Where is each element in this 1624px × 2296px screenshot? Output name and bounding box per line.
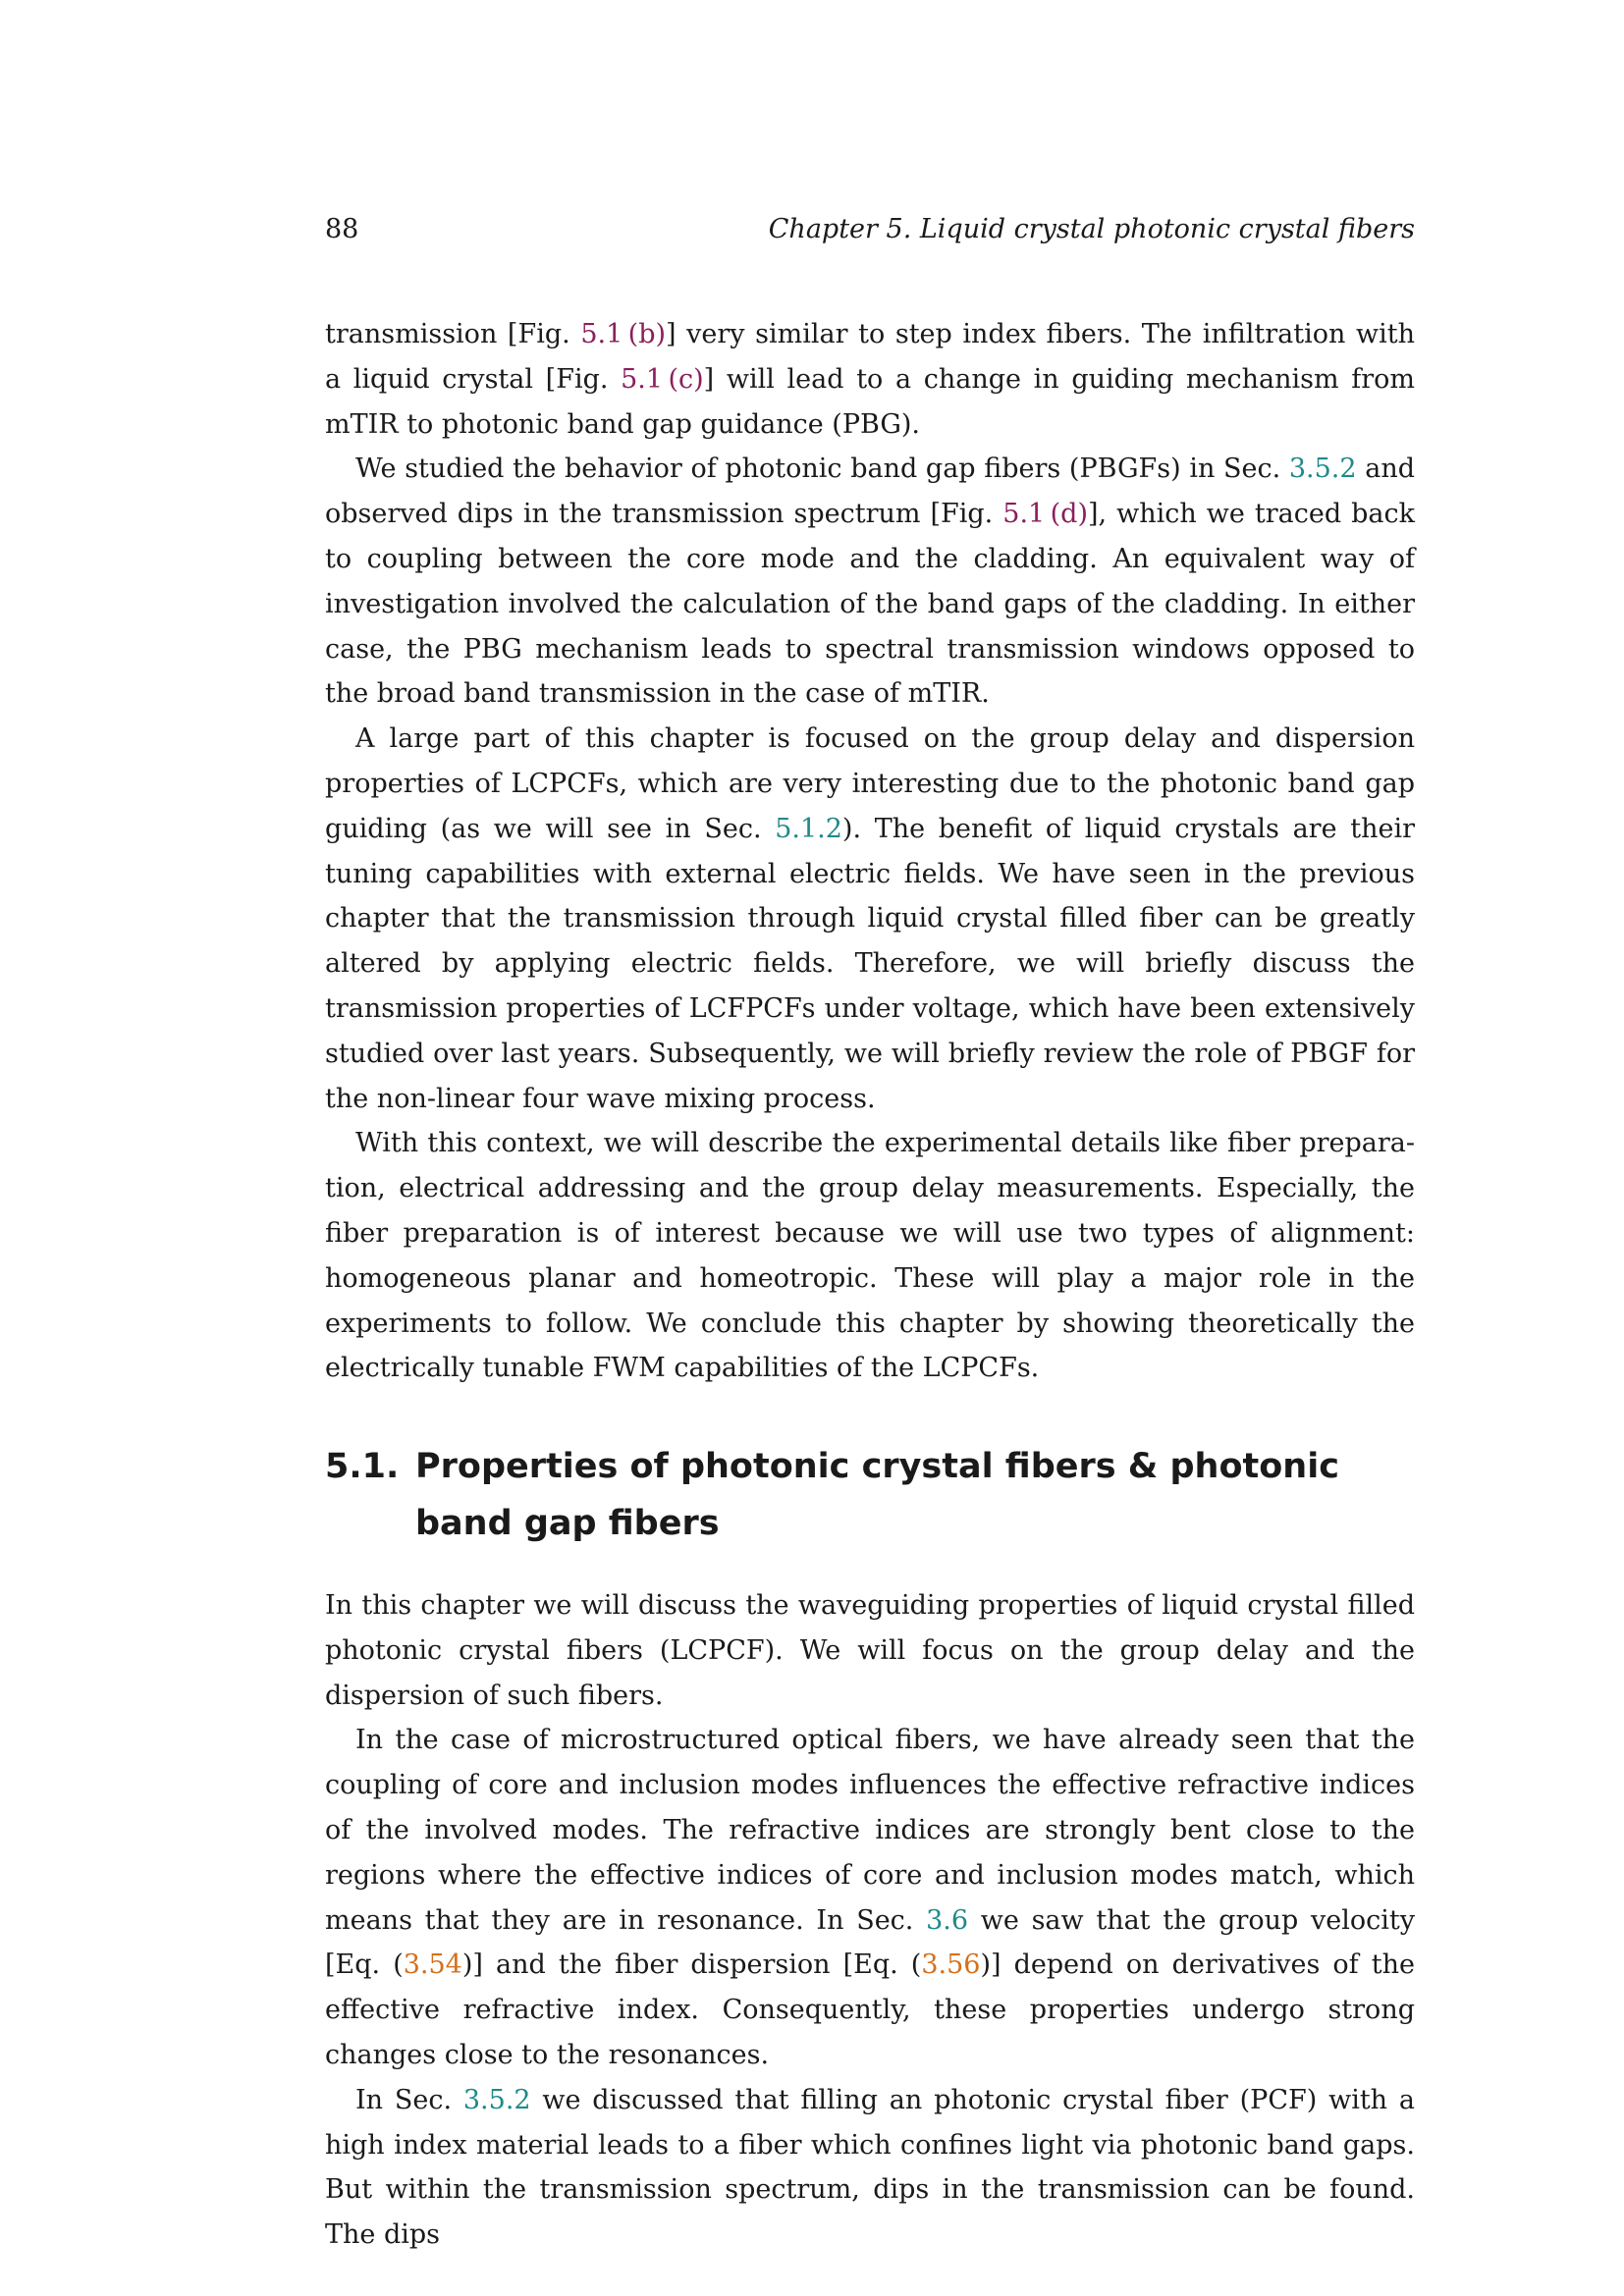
paragraph: In this chapter we will discuss the waveguiding properties of liquid crystal filled photonic crystal fibers (LCPCF). We will focus on the group delay and the dispersion of such fibers. xyxy=(325,1590,1415,1711)
paragraph xyxy=(325,312,1415,447)
section-ref-link[interactable]: 5.1.2 xyxy=(775,813,842,844)
figure-ref-link[interactable]: 5.1 (d) xyxy=(1002,499,1088,530)
section-heading xyxy=(325,1438,1415,1552)
running-header xyxy=(325,214,1415,253)
paragraph-text: )] depend on derivatives of the effective refractive index. Consequently, these properties undergo strong changes close to the resonances. xyxy=(325,1949,1415,2070)
paragraph-text: ] very similar to step index fibers. The infiltration with a liquid crystal [Fig. xyxy=(325,319,1416,395)
paragraph xyxy=(325,447,1415,717)
section-number: 5.1. xyxy=(325,1447,400,1486)
section-title: Properties of photonic crystal fibers & photonic band gap fibers xyxy=(415,1447,1339,1543)
paragraph-text: In the case of microstructured optical fibers, we have already seen that the coupling of core and inclusion modes influences the effective refractive indices of the involved modes. The refractive indices are strongly bent close to the regions where the effective indices of core and inclusion modes match, which means that they are in resonance. In Sec. xyxy=(325,1725,1415,1936)
paragraph xyxy=(325,1718,1415,2077)
paragraph-text: ). The benefit of liquid crystals are their tuning capabilities with external electric fields. We have seen in the previous chapter that the transmission through liquid crystal filled fiber can be greatly altered by applying electric fields. Therefore, we will briefly discuss the transmission properties of LCFPCFs under voltage, which have been extensively studied over last years. Subsequently, we will briefly review the role of PBGF for the non-linear four wave mixing process. xyxy=(325,813,1415,1114)
intro-text xyxy=(325,312,1415,1391)
section-ref-link[interactable]: 3.5.2 xyxy=(462,2084,531,2115)
equation-ref-link[interactable]: 3.56 xyxy=(921,1949,981,1981)
paragraph-text: transmission [Fig. xyxy=(325,319,581,349)
paragraph-text: ] will lead to a change in guiding mechanism from mTIR to photonic band gap guidance (PBG). xyxy=(325,363,1416,440)
paragraph-text: )] and the fiber dispersion [Eq. ( xyxy=(461,1949,922,1981)
paragraph: With this context, we will describe the experimental details like fiber preparation, electrical addressing and the group delay measurements. Especially, the fiber preparation is of interest because we will use two types of alignment: homogeneous planar and homeotropic. These will play a major role in the experiments to follow. We conclude this chapter by showing theoretically the electrically tunable FWM capabilities of the LCPCFs. xyxy=(325,1128,1415,1384)
figure-ref-link[interactable]: 5.1 (c) xyxy=(621,363,704,395)
paragraph xyxy=(325,2078,1415,2258)
section-body-text xyxy=(325,1583,1415,2258)
paragraph-text: we saw that the group velocity [Eq. ( xyxy=(325,1904,1415,1981)
paragraph xyxy=(325,717,1415,1121)
figure-ref-link[interactable]: 5.1 (b) xyxy=(580,319,667,349)
paragraph-text: ], which we traced back to coupling between the core mode and the cladding. An equivalent way of investigation involved the calculation of the band gaps of the cladding. In either case, the PBG mechanism leads to spectral transmission windows opposed to the broad band transmission in the case of mTIR. xyxy=(325,499,1415,710)
running-title: Chapter 5. Liquid crystal photonic crystal fibers xyxy=(768,214,1415,244)
page-number: 88 xyxy=(325,214,359,244)
section-ref-link[interactable]: 3.5.2 xyxy=(1288,454,1357,485)
paragraph-text: In Sec. xyxy=(355,2084,463,2115)
section-ref-link[interactable]: 3.6 xyxy=(926,1904,969,1936)
paragraph-text: we discussed that filling an photonic crystal fiber (PCF) with a high index material leads to a fiber which confines light via photonic band gaps. But within the transmission spectrum, dips in the transmission can be found. The dips xyxy=(325,2084,1415,2251)
paragraph-text: A large part of this chapter is focused on the group delay and dispersion properties of LCPCFs, which are very interesting due to the photonic band gap guiding (as we will see in Sec. xyxy=(325,723,1415,844)
equation-ref-link[interactable]: 3.54 xyxy=(403,1949,462,1981)
paragraph-text: We studied the behavior of photonic band gap fibers (PBGFs) in Sec. xyxy=(355,454,1289,485)
paragraph-text: and observed dips in the transmission spectrum [Fig. xyxy=(325,454,1415,530)
